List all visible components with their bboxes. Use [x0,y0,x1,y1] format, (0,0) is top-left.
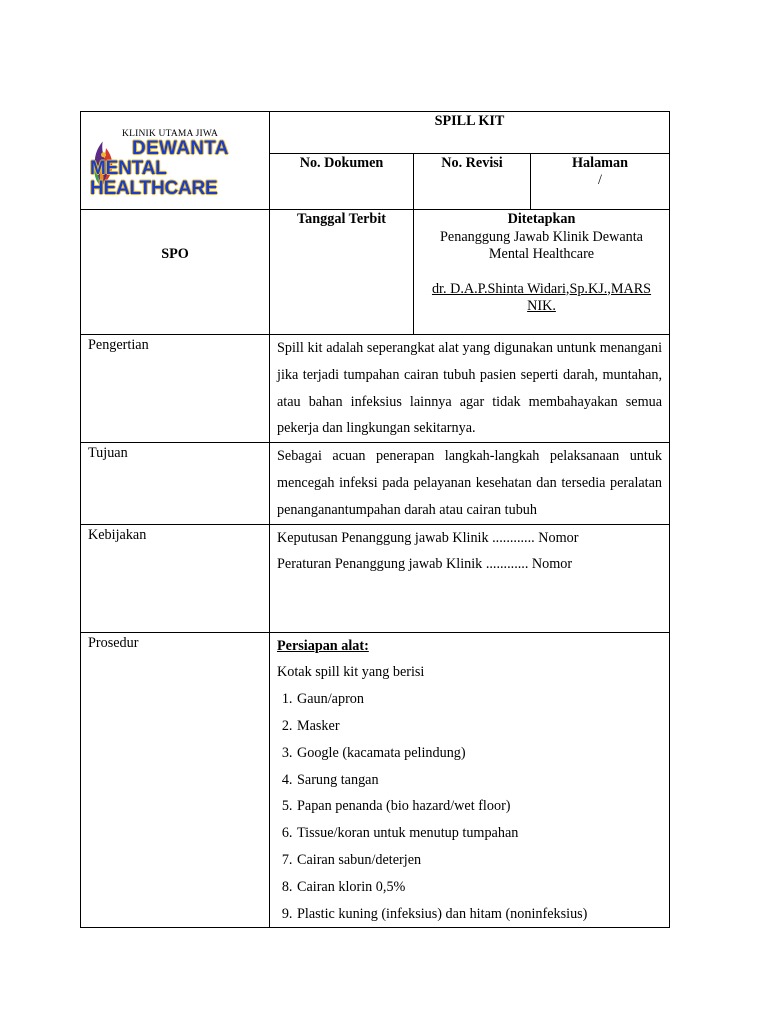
pengertian-text: Spill kit adalah seperangkat alat yang digunakan untunk menangani jika terjadi tumpahan cairan tubuh pasien seperti darah, muntahan, atau bahan infeksius lainnya agar tidak membahayakan semua pekerja dan lingkungan sekitarnya. [270,335,670,443]
ditetapkan-position: Penanggung Jawab Klinik Dewanta Mental Healthcare [440,228,643,262]
prosedur-intro: Kotak spill kit yang berisi [277,664,425,681]
prosedur-label: Prosedur [81,632,270,928]
list-item: 2. Masker [296,713,662,740]
list-item: 7. Cairan sabun/deterjen [296,847,662,874]
list-item: 1. Gaun/apron [296,686,662,713]
no-dokumen-label: No. Dokumen [270,154,414,210]
halaman-value: / [598,172,602,188]
list-item: 4. Sarung tangan [296,767,662,794]
list-item: 9. Plastic kuning (infeksius) dan hitam (noninfeksius) [296,901,662,928]
logo-name-line2: MENTAL HEALTHCARE [90,157,218,199]
ditetapkan-cell [414,210,670,335]
equipment-list [277,686,662,927]
list-item: 5. Papan penanda (bio hazard/wet floor) [296,793,662,820]
tujuan-text: Sebagai acuan penerapan langkah-langkah pelaksanaan untuk mencegah infeksi pada pelayanan kesehatan dan tersedia peralatan penanganantumpahan darah atau cairan tubuh [270,443,670,524]
ditetapkan-label: Ditetapkan [507,211,576,227]
logo-cell [81,112,270,210]
spo-label: SPO [81,210,270,335]
signatory-name: dr. D.A.P.Shinta Widari,Sp.KJ.,MARS NIK. [431,280,652,314]
kebijakan-line2: Peraturan Penanggung jawab Klinik ............ Nomor [277,556,573,573]
tanggal-terbit-label: Tanggal Terbit [270,210,414,335]
kebijakan-cell [270,524,670,632]
persiapan-alat-heading: Persiapan alat: [277,637,369,654]
list-item: 8. Cairan klorin 0,5% [296,874,662,901]
document-title: SPILL KIT [270,112,670,154]
list-item: 6. Tissue/koran untuk menutup tumpahan [296,820,662,847]
tujuan-label: Tujuan [81,443,270,524]
prosedur-cell [270,632,670,928]
list-item: 3. Google (kacamata pelindung) [296,740,662,767]
halaman-label: Halaman [572,155,628,171]
kebijakan-line1: Keputusan Penanggung jawab Klinik ............ Nomor [277,529,579,546]
spo-table [80,111,670,928]
logo-subtitle: KLINIK UTAMA JIWA [122,128,219,139]
no-revisi-label: No. Revisi [414,154,531,210]
pengertian-label: Pengertian [81,335,270,443]
clinic-logo [81,123,269,199]
halaman-cell [531,154,670,210]
kebijakan-label: Kebijakan [81,524,270,632]
logo-name-line1: DEWANTA [132,137,229,159]
